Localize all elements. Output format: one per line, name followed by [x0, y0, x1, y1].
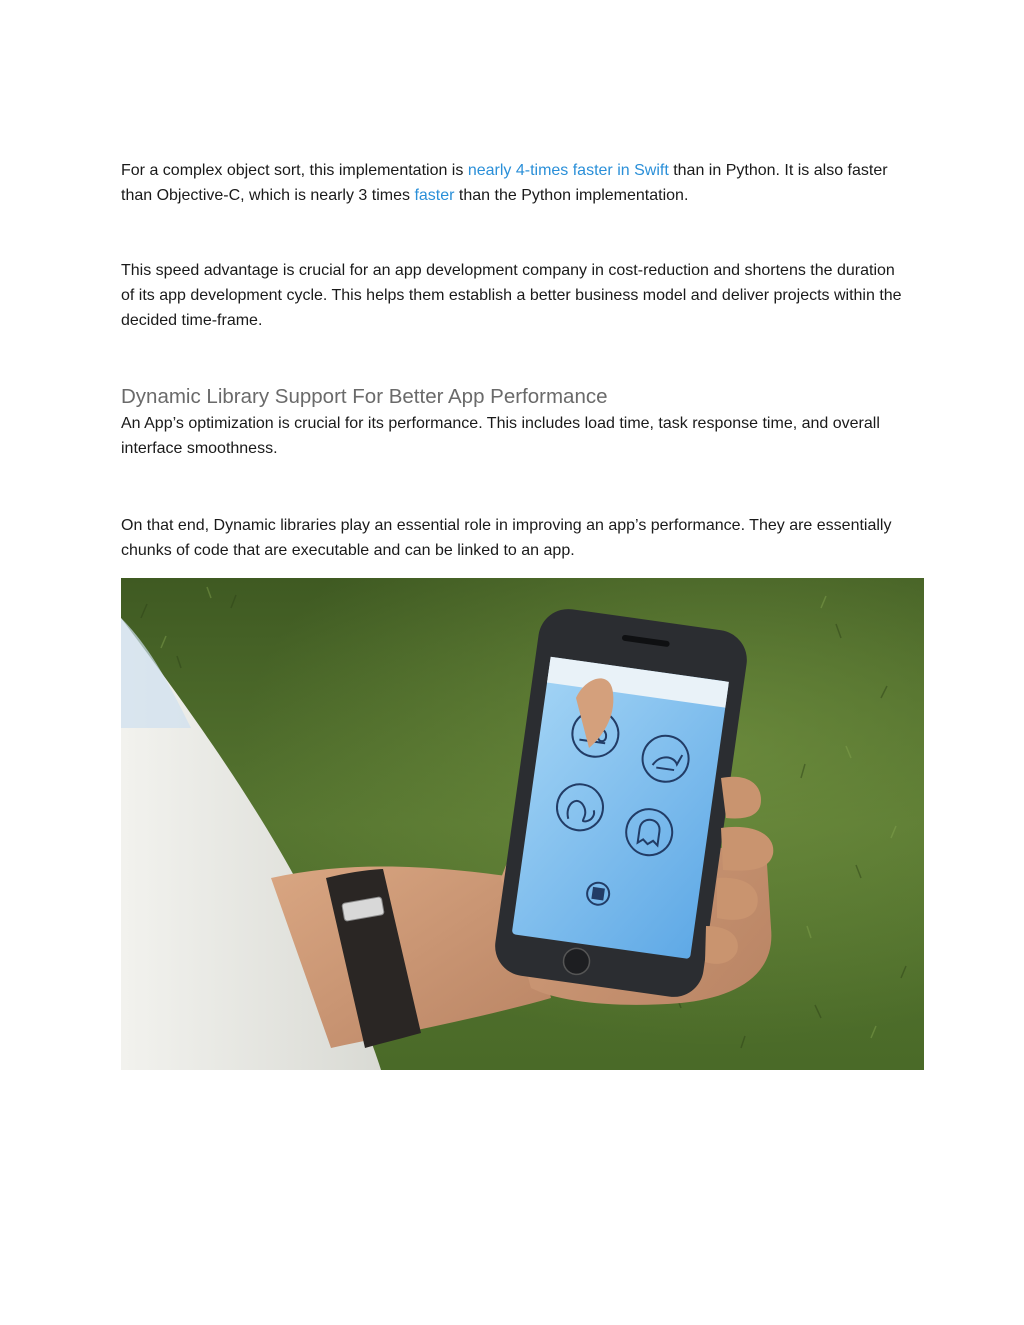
link-nearly-4-times-faster[interactable]: nearly 4-times faster in Swift — [467, 162, 669, 179]
paragraph-optimization: An App’s optimization is crucial for its performance. This includes load time, task response time, and overall interface smoothness. — [121, 415, 880, 457]
photo-illustration — [121, 578, 924, 1070]
paragraph-text: For a complex object sort, this implementation is — [121, 162, 468, 179]
paragraph-text: than in Python. It is also faster than Objective-C, which is nearly 3 times — [121, 162, 888, 204]
paragraph-text: than the Python implementation. — [454, 187, 689, 204]
link-faster[interactable]: faster — [414, 187, 455, 204]
hand-holding-phone-photo — [121, 578, 924, 1070]
paragraph-speed-advantage: This speed advantage is crucial for an app development company in cost-reduction and shortens the duration of its app development cycle. This helps them establish a better business model and deliver projects within the decided time-frame. — [121, 262, 902, 329]
paragraph-dynamic-libraries: On that end, Dynamic libraries play an essential role in improving an app’s performance. They are essentially chunks of code that are executable and can be linked to an app. — [121, 517, 892, 559]
paragraph-swift-speed — [121, 158, 911, 208]
section-heading: Dynamic Library Support For Better App Performance — [121, 385, 608, 408]
